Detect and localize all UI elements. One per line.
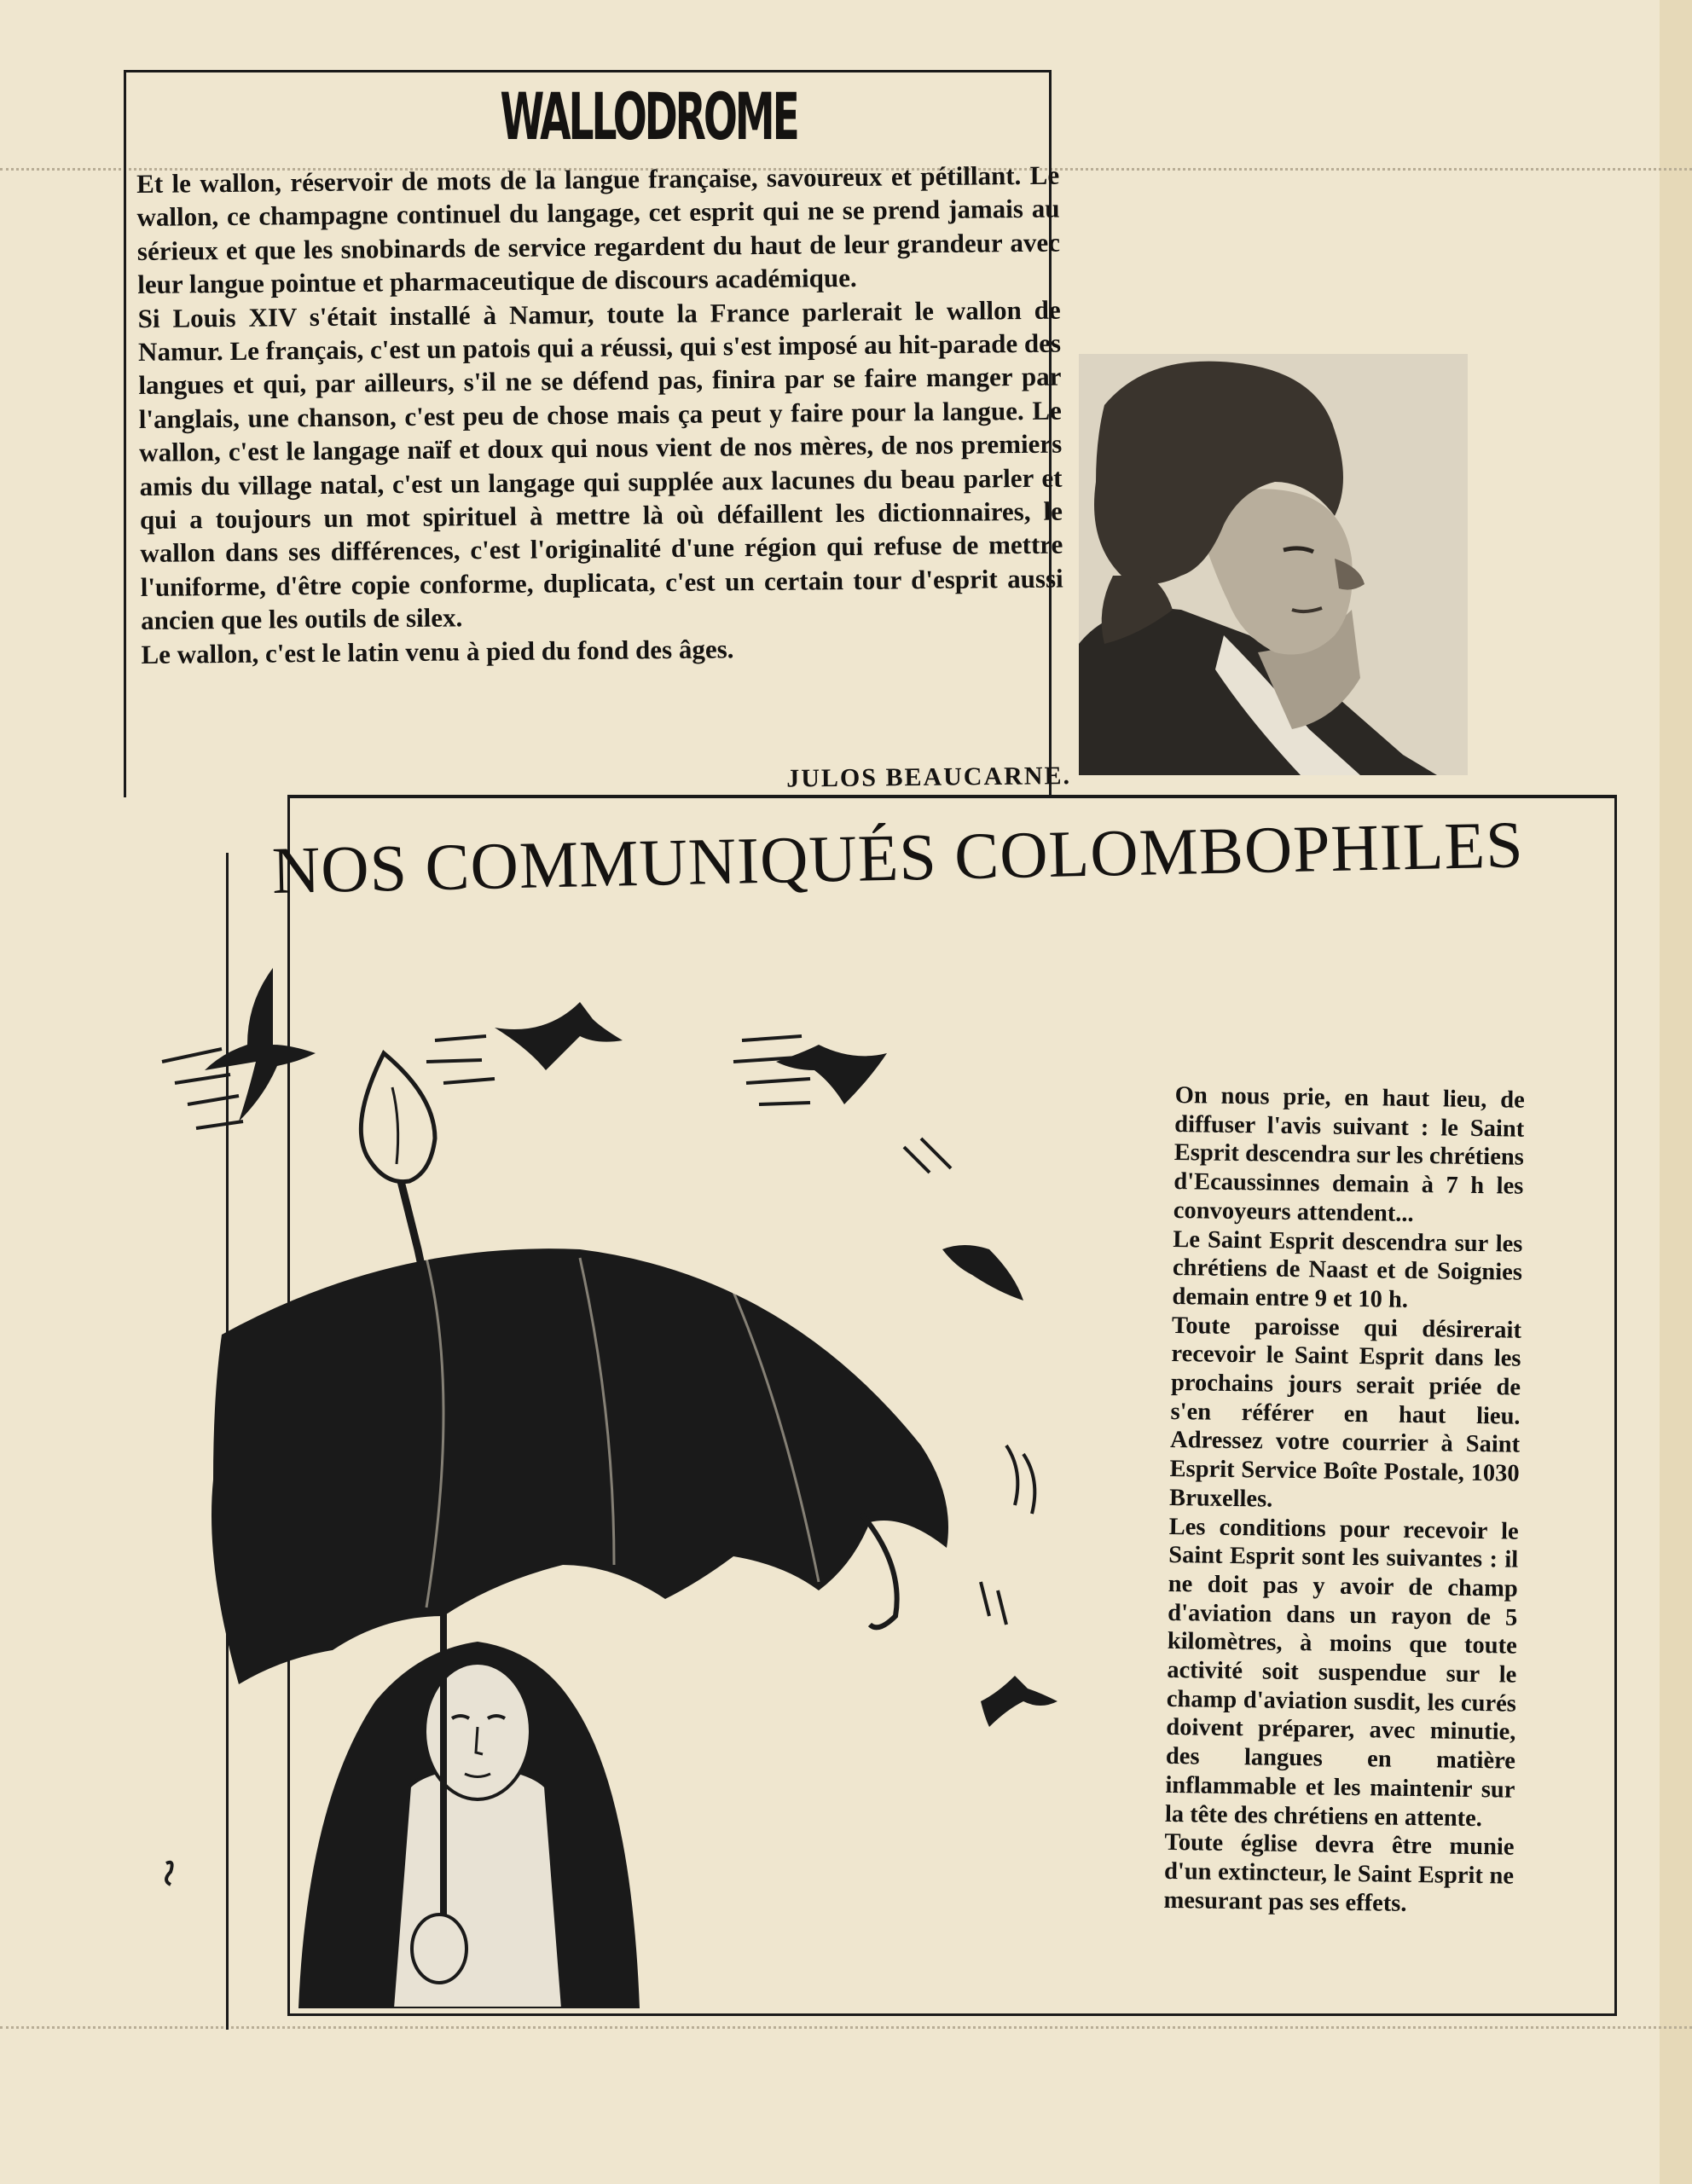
wallodrome-paragraph: Le wallon, c'est le latin venu à pied du fond des âges. (141, 633, 734, 669)
colombophiles-body (1163, 1081, 1525, 1920)
wallodrome-paragraph: Si Louis XIV s'était installé à Namur, toute la France parlerait le wallon de Namur. Le français, c'est un patois qui a réussi, qui s'est imposé au hit-parade des langues et qui, par ailleurs, s'il ne se défend pas, finira par se faire manger par l'anglais, une chanson, c'est peu de chose mais ça peut y faire pour la langue. Le wallon, c'est le langage naïf et doux qui nous vient de nos mères, de nos premiers amis du village natal, c'est un langage qui supplée aux lacunes du beau parler et qui a toujours un mot spirituel à mettre là où défaillent les dictionnaires, le wallon dans ses différences, c'est l'originalité d'une région qui refuse de mettre l'uniforme, d'être copie conforme, duplicata, c'est un certain tour d'esprit aussi ancien que les outils de silex. (137, 294, 1063, 636)
page-edge (1660, 0, 1692, 2184)
colombophiles-paragraph: Toute église devra être munie d'un extincteur, le Saint Esprit ne mesurant pas ses effets. (1163, 1829, 1515, 1917)
colombophiles-paragraph: On nous prie, en haut lieu, de diffuser l'avis suivant : le Saint Esprit descendra sur les chrétiens d'Ecaussinnes demain à 7 h les convoyeurs attendent... (1173, 1081, 1525, 1227)
wallodrome-title: WALLODROME (500, 78, 797, 154)
scan-fold-line (0, 2026, 1692, 2029)
wallodrome-paragraph: Et le wallon, réservoir de mots de la langue française, savoureux et pétillant. Le wallon, ce champagne continuel du langage, cet esprit qui ne se prend jamais au sérieux et que les snobinards de service regardent du haut de leur grandeur avec leur langue pointue et pharmaceutique de discours académique. (136, 159, 1061, 300)
wallodrome-body (136, 159, 1064, 671)
author-portrait-photo (1079, 354, 1468, 775)
author-signature: JULOS BEAUCARNE. (786, 762, 1072, 793)
colombophiles-paragraph: Le Saint Esprit descendra sur les chrétiens de Naast et de Soignies demain entre 9 et 10 h. (1172, 1225, 1523, 1313)
colombophiles-paragraph: Toute paroisse qui désirerait recevoir le Saint Esprit dans les prochains jours serait priée de s'en référer en haut lieu. Adressez votre courrier à Saint Esprit Service Boîte Postale, 1030 Bruxelles. (1168, 1312, 1522, 1513)
colombophiles-title: NOS COMMUNIQUÉS COLOMBOPHILES (271, 807, 1525, 907)
nun-umbrella-illustration (136, 968, 1143, 2008)
colombophiles-paragraph: Les conditions pour recevoir le Saint Esprit sont les suivantes : il ne doit pas y avoir de champ d'aviation dans un rayon de 5 kilomètres, à moins que toute activité soit suspendue sur le champ d'aviation susdit, les curés doivent préparer, avec minutie, des langues en matière inflammable et les maintenir sur la tête des chrétiens en attente. (1164, 1513, 1519, 1832)
